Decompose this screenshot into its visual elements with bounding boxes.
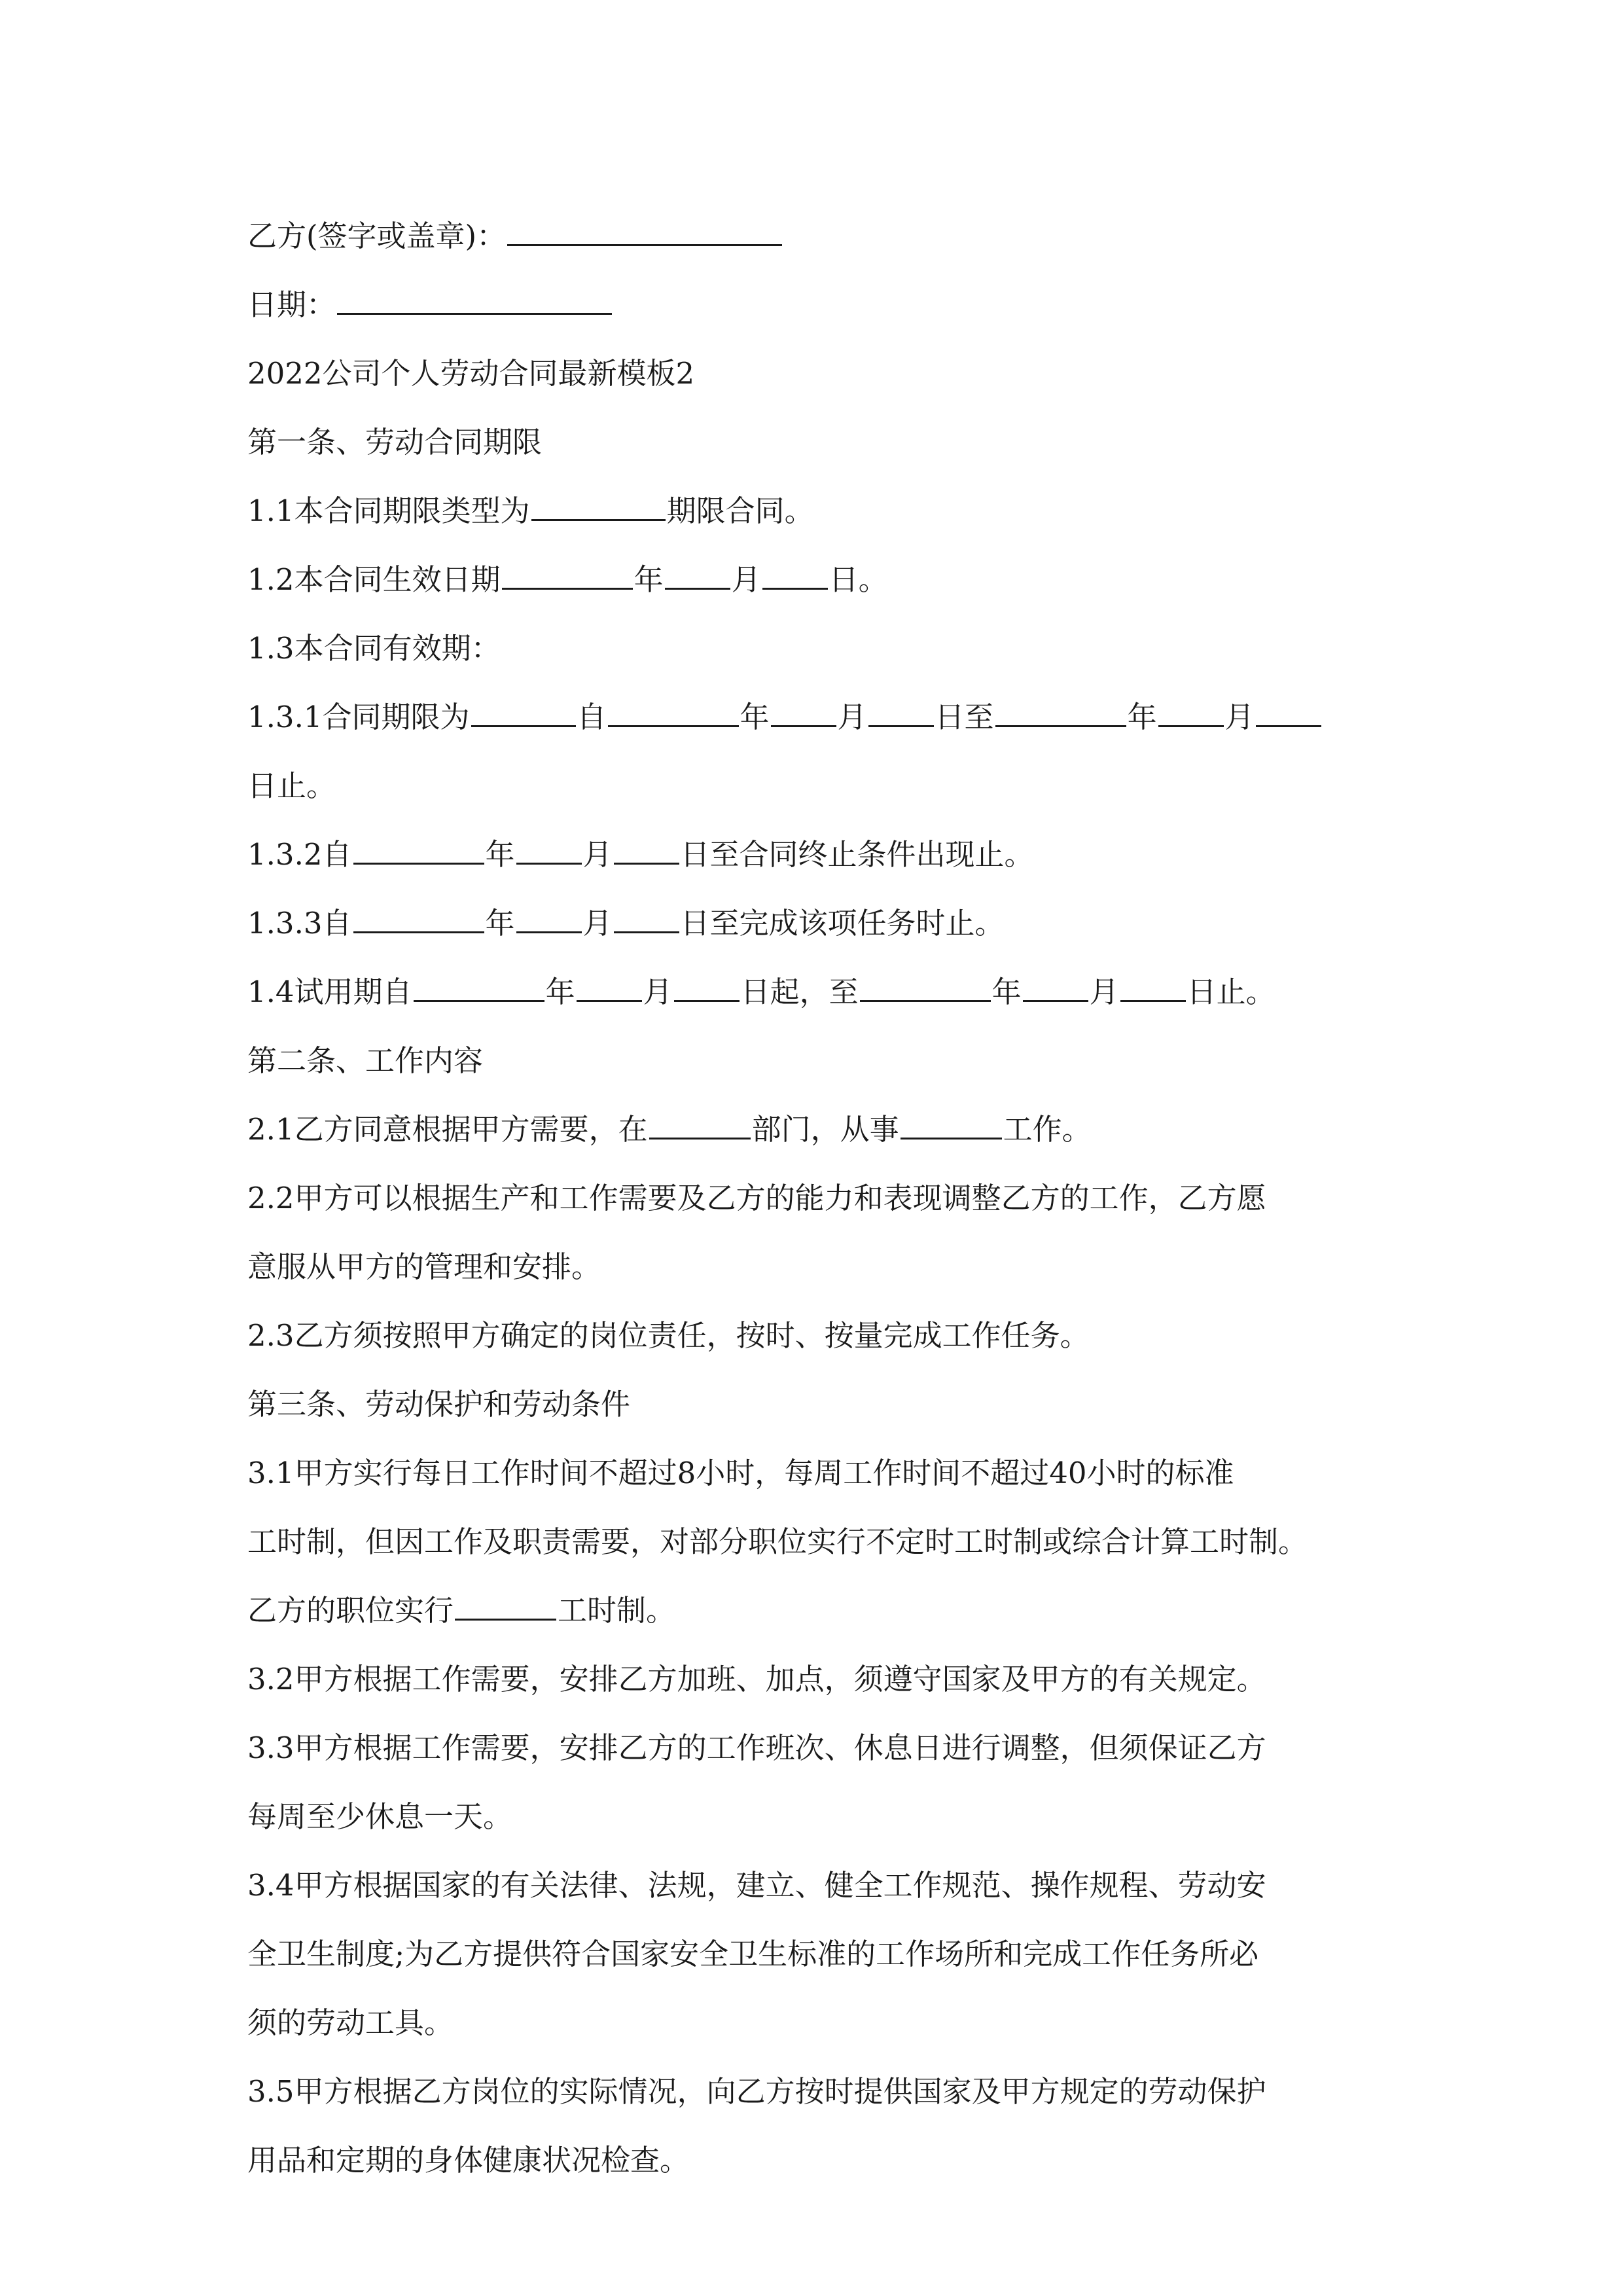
line-text: 意服从甲方的管理和安排。 <box>247 1249 601 1284</box>
fill-in-blank[interactable] <box>614 904 679 933</box>
line-text: 工时制，但因工作及职责需要，对部分职位实行不定时工时制或综合计算工时制。 <box>247 1524 1308 1559</box>
clause-3-3 <box>247 1713 1425 1782</box>
line-text: 年 <box>991 975 1022 1009</box>
fill-in-blank[interactable] <box>1023 973 1088 1002</box>
fill-in-blank[interactable] <box>353 835 484 865</box>
line-text: 日。 <box>829 562 888 597</box>
fill-in-blank[interactable] <box>337 285 612 315</box>
line-text: 年 <box>1127 700 1157 734</box>
line-text: 月 <box>582 906 613 941</box>
line-text: 3.1甲方实行每日工作时间不超过8小时，每周工作时间不超过40小时的标准 <box>247 1456 1234 1490</box>
line-text: 月 <box>582 837 613 872</box>
clause-3-5-cont <box>247 2126 1425 2195</box>
line-text: 2.3乙方须按照甲方确定的岗位责任，按时、按量完成工作任务。 <box>247 1318 1090 1353</box>
line-text: 乙方(签字或盖章)： <box>247 219 507 253</box>
clause-3-1 <box>247 1439 1425 1507</box>
clause-3-1-cont-2 <box>247 1576 1425 1645</box>
line-text: 月 <box>643 975 673 1009</box>
line-text: 第一条、劳动合同期限 <box>247 425 543 459</box>
date-line <box>247 270 1425 339</box>
line-text: 日至 <box>935 700 994 734</box>
fill-in-blank[interactable] <box>762 560 828 590</box>
line-text: 年 <box>545 975 575 1009</box>
line-text: 全卫生制度;为乙方提供符合国家安全卫生标准的工作场所和完成工作任务所必 <box>247 1937 1259 1971</box>
line-text: 日起，至 <box>740 975 859 1009</box>
line-text: 日至合同终止条件出现止。 <box>680 837 1034 872</box>
line-text: 月 <box>837 700 867 734</box>
line-text: 乙方的职位实行 <box>247 1593 454 1628</box>
line-text: 2.2甲方可以根据生产和工作需要及乙方的能力和表现调整乙方的工作，乙方愿 <box>247 1181 1266 1215</box>
fill-in-blank[interactable] <box>471 698 576 727</box>
line-text: 年 <box>633 562 664 597</box>
clause-3-4-cont-2 <box>247 1988 1425 2057</box>
line-text: 工时制。 <box>558 1593 676 1628</box>
clause-3-4 <box>247 1851 1425 1920</box>
line-text: 1.3本合同有效期： <box>247 631 501 666</box>
fill-in-blank[interactable] <box>608 698 739 727</box>
line-text: 期限合同。 <box>666 493 814 528</box>
line-text: 3.5甲方根据乙方岗位的实际情况，向乙方按时提供国家及甲方规定的劳动保护 <box>247 2074 1266 2109</box>
line-text: 1.4试用期自 <box>247 975 412 1009</box>
line-text: 日至完成该项任务时止。 <box>680 906 1005 941</box>
fill-in-blank[interactable] <box>516 835 582 865</box>
line-text: 1.3.3自 <box>247 906 352 941</box>
signature-line <box>247 202 1425 270</box>
line-text: 日止。 <box>1186 975 1275 1009</box>
line-text: 部门，从事 <box>751 1112 899 1147</box>
fill-in-blank[interactable] <box>577 973 642 1002</box>
fill-in-blank[interactable] <box>1158 698 1224 727</box>
line-text: 工作。 <box>1003 1112 1092 1147</box>
fill-in-blank[interactable] <box>1120 973 1186 1002</box>
fill-in-blank[interactable] <box>665 560 730 590</box>
line-text: 1.1本合同期限类型为 <box>247 493 530 528</box>
fill-in-blank[interactable] <box>414 973 544 1002</box>
clause-1-3 <box>247 614 1425 683</box>
clause-1-4 <box>247 958 1425 1026</box>
line-text: 第二条、工作内容 <box>247 1043 484 1078</box>
line-text: 1.3.1合同期限为 <box>247 700 470 734</box>
fill-in-blank[interactable] <box>771 698 836 727</box>
clause-1-2 <box>247 545 1425 614</box>
line-text: 每周至少休息一天。 <box>247 1799 513 1834</box>
line-text: 第三条、劳动保护和劳动条件 <box>247 1387 631 1422</box>
clause-1-1 <box>247 476 1425 545</box>
line-text: 年 <box>740 700 770 734</box>
fill-in-blank[interactable] <box>516 904 582 933</box>
line-text: 2022公司个人劳动合同最新模板2 <box>247 356 695 391</box>
line-text: 3.3甲方根据工作需要，安排乙方的工作班次、休息日进行调整，但须保证乙方 <box>247 1731 1266 1765</box>
article-3 <box>247 1370 1425 1439</box>
line-text: 1.3.2自 <box>247 837 352 872</box>
line-text: 用品和定期的身体健康状况检查。 <box>247 2143 690 2178</box>
line-text: 2.1乙方同意根据甲方需要，在 <box>247 1112 648 1147</box>
clause-3-5 <box>247 2057 1425 2126</box>
document-body <box>247 202 1425 2195</box>
fill-in-blank[interactable] <box>868 698 934 727</box>
clause-2-2 <box>247 1164 1425 1232</box>
fill-in-blank[interactable] <box>353 904 484 933</box>
line-text: 日期： <box>247 287 336 322</box>
line-text: 日止。 <box>247 768 336 803</box>
fill-in-blank[interactable] <box>674 973 740 1002</box>
fill-in-blank[interactable] <box>995 698 1126 727</box>
fill-in-blank[interactable] <box>507 217 782 246</box>
fill-in-blank[interactable] <box>649 1110 751 1139</box>
clause-3-4-cont-1 <box>247 1920 1425 1988</box>
line-text: 月 <box>731 562 761 597</box>
clause-1-3-1-cont <box>247 751 1425 820</box>
line-text: 年 <box>485 906 515 941</box>
clause-1-3-1 <box>247 683 1425 751</box>
fill-in-blank[interactable] <box>901 1110 1002 1139</box>
line-text: 3.2甲方根据工作需要，安排乙方加班、加点，须遵守国家及甲方的有关规定。 <box>247 1662 1266 1696</box>
article-1 <box>247 408 1425 476</box>
clause-3-3-cont <box>247 1782 1425 1851</box>
line-text: 3.4甲方根据国家的有关法律、法规，建立、健全工作规范、操作规程、劳动安 <box>247 1868 1266 1903</box>
clause-2-2-cont <box>247 1232 1425 1301</box>
fill-in-blank[interactable] <box>614 835 679 865</box>
fill-in-blank[interactable] <box>455 1591 556 1621</box>
clause-3-2 <box>247 1645 1425 1713</box>
doc-title <box>247 339 1425 408</box>
line-text: 年 <box>485 837 515 872</box>
article-2 <box>247 1026 1425 1095</box>
line-text: 1.2本合同生效日期 <box>247 562 501 597</box>
line-text: 须的劳动工具。 <box>247 2005 454 2040</box>
fill-in-blank[interactable] <box>502 560 633 590</box>
line-text: 月 <box>1089 975 1119 1009</box>
clause-2-3 <box>247 1301 1425 1370</box>
clause-2-1 <box>247 1095 1425 1164</box>
line-text: 自 <box>577 700 607 734</box>
clause-3-1-cont-1 <box>247 1507 1425 1576</box>
fill-in-blank[interactable] <box>860 973 991 1002</box>
clause-1-3-2 <box>247 820 1425 889</box>
line-text: 月 <box>1224 700 1255 734</box>
fill-in-blank[interactable] <box>1256 698 1321 727</box>
clause-1-3-3 <box>247 889 1425 958</box>
fill-in-blank[interactable] <box>531 492 666 521</box>
